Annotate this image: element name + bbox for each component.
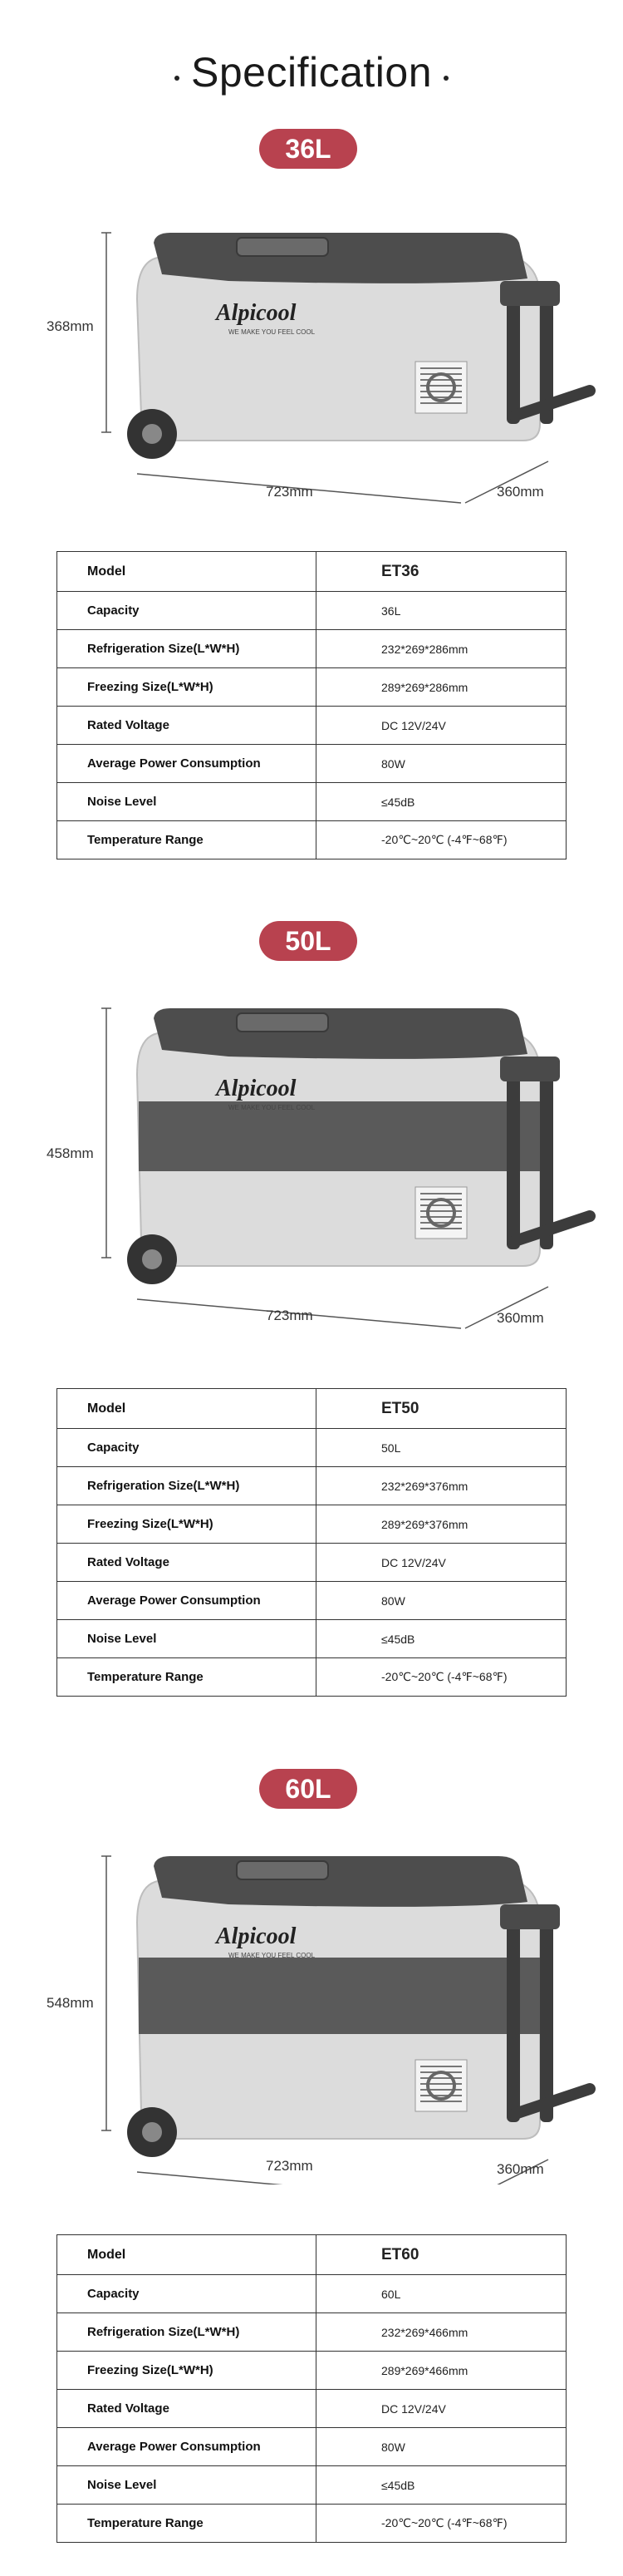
length-dimension-label: 723mm xyxy=(266,2158,313,2174)
spec-row-power xyxy=(57,2428,567,2466)
spec-row-power xyxy=(57,745,567,783)
spec-value-model: ET60 xyxy=(316,2235,567,2275)
brand-logo: Alpicool xyxy=(216,1076,297,1101)
spec-value-refrigeration: 232*269*286mm xyxy=(316,630,567,668)
spec-label-capacity: Capacity xyxy=(57,592,316,630)
capacity-badge: 60L xyxy=(259,1769,357,1809)
spec-row-temp xyxy=(57,821,567,859)
spec-value-power: 80W xyxy=(316,2428,567,2466)
spec-row-temp xyxy=(57,1658,567,1697)
spec-label-noise: Noise Level xyxy=(57,1620,316,1658)
spec-label-model: Model xyxy=(57,552,316,592)
spec-row-voltage xyxy=(57,1544,567,1582)
spec-value-capacity: 60L xyxy=(316,2275,567,2313)
fridge-lid xyxy=(154,1008,527,1059)
spec-row-model xyxy=(57,552,567,592)
spec-row-refrigeration xyxy=(57,2313,567,2352)
spec-value-voltage: DC 12V/24V xyxy=(316,707,567,745)
spec-table xyxy=(56,551,567,859)
spec-value-power: 80W xyxy=(316,1582,567,1620)
spec-value-noise: ≤45dB xyxy=(316,783,567,821)
spec-label-temp: Temperature Range xyxy=(57,1658,316,1697)
spec-value-temp: -20℃~20℃ (-4℉~68℉) xyxy=(316,1658,567,1697)
fridge-body xyxy=(137,258,540,441)
spec-value-capacity: 50L xyxy=(316,1429,567,1467)
vent-grille-icon xyxy=(415,2060,467,2111)
spec-label-power: Average Power Consumption xyxy=(57,745,316,783)
spec-table xyxy=(56,1388,567,1697)
spec-row-freezing xyxy=(57,1505,567,1544)
spec-row-refrigeration xyxy=(57,630,567,668)
wheel-icon xyxy=(127,2107,177,2157)
side-handle-icon xyxy=(500,281,590,424)
spec-label-freezing: Freezing Size(L*W*H) xyxy=(57,668,316,707)
width-dimension-label: 360mm xyxy=(497,1310,544,1326)
spec-row-capacity xyxy=(57,592,567,630)
length-dimension-label: 723mm xyxy=(266,484,313,500)
width-dimension-label: 360mm xyxy=(497,2161,544,2177)
spec-label-capacity: Capacity xyxy=(57,1429,316,1467)
height-dimension-label: 368mm xyxy=(47,318,94,334)
spec-row-voltage xyxy=(57,2390,567,2428)
bullet-dot-left xyxy=(174,76,179,81)
brand-logo: Alpicool xyxy=(216,300,297,326)
page-heading xyxy=(0,48,623,106)
capacity-badge: 36L xyxy=(259,129,357,169)
fridge-lid xyxy=(154,1856,527,1907)
wheel-icon xyxy=(127,409,177,459)
length-dimension-label: 723mm xyxy=(266,1308,313,1323)
spec-label-freezing: Freezing Size(L*W*H) xyxy=(57,2352,316,2390)
spec-row-voltage xyxy=(57,707,567,745)
lid-handle-icon xyxy=(237,1013,328,1032)
spec-value-refrigeration: 232*269*466mm xyxy=(316,2313,567,2352)
wheel-icon xyxy=(127,1234,177,1284)
spec-label-power: Average Power Consumption xyxy=(57,2428,316,2466)
spec-label-temp: Temperature Range xyxy=(57,2505,316,2543)
lid-handle-icon xyxy=(237,1861,328,1879)
spec-value-capacity: 36L xyxy=(316,592,567,630)
spec-label-model: Model xyxy=(57,1389,316,1429)
brand-tagline: WE MAKE YOU FEEL COOL xyxy=(228,1104,316,1111)
spec-label-freezing: Freezing Size(L*W*H) xyxy=(57,1505,316,1544)
spec-label-noise: Noise Level xyxy=(57,783,316,821)
spec-value-noise: ≤45dB xyxy=(316,1620,567,1658)
spec-label-temp: Temperature Range xyxy=(57,821,316,859)
spec-row-power xyxy=(57,1582,567,1620)
height-dimension-label: 458mm xyxy=(47,1145,94,1161)
spec-value-freezing: 289*269*466mm xyxy=(316,2352,567,2390)
spec-row-capacity xyxy=(57,2275,567,2313)
fridge-stripe xyxy=(139,1101,540,1171)
spec-value-power: 80W xyxy=(316,745,567,783)
spec-label-voltage: Rated Voltage xyxy=(57,707,316,745)
spec-label-model: Model xyxy=(57,2235,316,2275)
spec-label-voltage: Rated Voltage xyxy=(57,1544,316,1582)
spec-value-model: ET50 xyxy=(316,1389,567,1429)
spec-value-noise: ≤45dB xyxy=(316,2466,567,2505)
spec-row-refrigeration xyxy=(57,1467,567,1505)
spec-value-voltage: DC 12V/24V xyxy=(316,1544,567,1582)
product-section-et50 xyxy=(0,921,623,1684)
spec-row-model xyxy=(57,1389,567,1429)
spec-value-temp: -20℃~20℃ (-4℉~68℉) xyxy=(316,2505,567,2543)
spec-row-freezing xyxy=(57,2352,567,2390)
brand-tagline: WE MAKE YOU FEEL COOL xyxy=(228,1952,316,1959)
spec-table xyxy=(56,2234,567,2543)
bullet-dot-right xyxy=(444,76,449,81)
vent-grille-icon xyxy=(415,362,467,413)
spec-value-model: ET36 xyxy=(316,552,567,592)
spec-row-temp xyxy=(57,2505,567,2543)
spec-row-capacity xyxy=(57,1429,567,1467)
spec-value-freezing: 289*269*286mm xyxy=(316,668,567,707)
spec-label-refrigeration: Refrigeration Size(L*W*H) xyxy=(57,1467,316,1505)
spec-row-noise xyxy=(57,783,567,821)
spec-label-capacity: Capacity xyxy=(57,2275,316,2313)
spec-value-temp: -20℃~20℃ (-4℉~68℉) xyxy=(316,821,567,859)
spec-label-refrigeration: Refrigeration Size(L*W*H) xyxy=(57,630,316,668)
side-handle-icon xyxy=(500,1904,590,2122)
spec-value-refrigeration: 232*269*376mm xyxy=(316,1467,567,1505)
vent-grille-icon xyxy=(415,1187,467,1239)
spec-label-refrigeration: Refrigeration Size(L*W*H) xyxy=(57,2313,316,2352)
fridge-stripe xyxy=(139,1958,540,2034)
brand-tagline: WE MAKE YOU FEEL COOL xyxy=(228,328,316,336)
spec-label-voltage: Rated Voltage xyxy=(57,2390,316,2428)
product-section-et60 xyxy=(0,1769,623,2530)
spec-row-noise xyxy=(57,1620,567,1658)
spec-row-freezing xyxy=(57,668,567,707)
spec-value-freezing: 289*269*376mm xyxy=(316,1505,567,1544)
product-section-et36 xyxy=(0,129,623,877)
brand-logo: Alpicool xyxy=(216,1923,297,1949)
fridge-lid xyxy=(154,233,527,283)
page-title: Specification xyxy=(191,49,432,96)
capacity-badge: 50L xyxy=(259,921,357,961)
lid-handle-icon xyxy=(237,238,328,256)
height-dimension-label: 548mm xyxy=(47,1995,94,2011)
spec-label-noise: Noise Level xyxy=(57,2466,316,2505)
spec-row-noise xyxy=(57,2466,567,2505)
spec-value-voltage: DC 12V/24V xyxy=(316,2390,567,2428)
side-handle-icon xyxy=(500,1057,590,1249)
spec-row-model xyxy=(57,2235,567,2275)
spec-label-power: Average Power Consumption xyxy=(57,1582,316,1620)
width-dimension-label: 360mm xyxy=(497,484,544,500)
